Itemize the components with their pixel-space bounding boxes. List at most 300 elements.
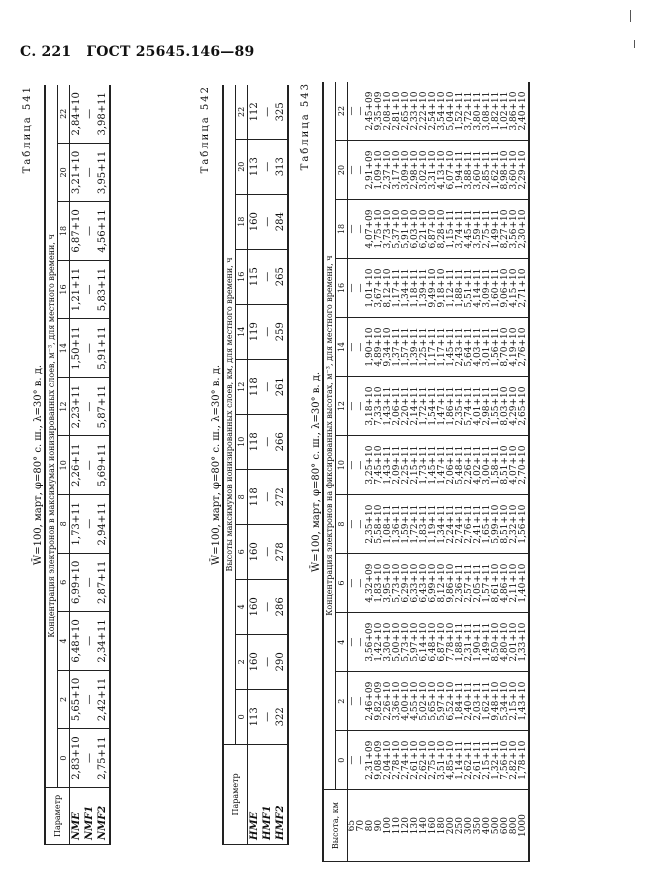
value-cell: — <box>83 436 96 495</box>
value-cell: 1,83+10 <box>375 554 384 613</box>
hour-header: 22 <box>336 82 348 141</box>
value-cell: 2,35+10 <box>366 495 375 554</box>
value-cell: 1,43+10 <box>519 672 529 731</box>
value-cell: 2,62+10 <box>420 731 429 790</box>
value-cell: 2,25+11 <box>402 436 411 495</box>
value-cell: 9,86+10 <box>447 554 456 613</box>
param-label: NMF2 <box>96 787 110 844</box>
value-cell: 2,08+10 <box>384 82 393 141</box>
value-cell: 4,07+10 <box>510 436 519 495</box>
table-542-block <box>200 85 289 845</box>
hour-header: 0 <box>236 689 248 744</box>
value-cell: — <box>357 554 366 613</box>
value-cell: 2,36+11 <box>456 554 465 613</box>
value-cell: 1,12+11 <box>447 259 456 318</box>
value-cell: 266 <box>274 414 288 469</box>
height-label: 250 <box>456 790 465 862</box>
value-cell: — <box>83 260 96 319</box>
value-cell: — <box>348 731 358 790</box>
hour-header: 20 <box>236 139 248 194</box>
value-cell: — <box>83 202 96 261</box>
value-cell: 1,36+11 <box>393 495 402 554</box>
value-cell: 5,74+11 <box>465 377 474 436</box>
value-cell: 3,09+10 <box>402 141 411 200</box>
value-cell: 2,26+11 <box>465 436 474 495</box>
value-cell: 118 <box>248 359 262 414</box>
value-cell: 261 <box>274 359 288 414</box>
value-cell: 2,98+10 <box>411 141 420 200</box>
value-cell: 1,88+11 <box>456 613 465 672</box>
value-cell: 112 <box>248 85 262 139</box>
value-cell: — <box>357 613 366 672</box>
value-cell: 3,25+10 <box>366 436 375 495</box>
value-cell: — <box>348 495 358 554</box>
hour-header: 22 <box>236 85 248 139</box>
value-cell: 8,27+10 <box>501 200 510 259</box>
value-cell: 8,51+10 <box>501 495 510 554</box>
value-cell: 2,05+11 <box>474 554 483 613</box>
value-cell: 1,34+11 <box>438 495 447 554</box>
value-cell: 1,32+11 <box>492 731 501 790</box>
value-cell: 9,34+10 <box>384 318 393 377</box>
param-label: NME <box>70 787 84 844</box>
value-cell: 2,91+09 <box>366 141 375 200</box>
value-cell: 1,17+11 <box>393 259 402 318</box>
value-cell: 2,75+11 <box>483 200 492 259</box>
table-caption: W̄=100, март, φ=80° с. ш., λ=30° в. д. <box>211 364 222 566</box>
value-cell: 1,84+11 <box>456 672 465 731</box>
hour-header: 14 <box>236 304 248 359</box>
page-number: С. 221 <box>20 44 72 60</box>
value-cell: 9,06+10 <box>501 259 510 318</box>
value-cell: 3,95+10 <box>384 554 393 613</box>
hour-header: 8 <box>58 495 70 554</box>
value-cell: 6,43+10 <box>420 554 429 613</box>
value-cell: 3,36+10 <box>393 672 402 731</box>
value-cell: 2,06+11 <box>393 377 402 436</box>
value-cell: 8,28+10 <box>438 200 447 259</box>
value-cell: 1,21+11 <box>70 260 84 319</box>
value-cell: 8,98+10 <box>501 141 510 200</box>
table-row <box>248 85 262 845</box>
value-cell: 3,59+11 <box>474 200 483 259</box>
value-cell: 1,47+11 <box>438 377 447 436</box>
value-cell: — <box>357 377 366 436</box>
height-label: 160 <box>429 790 438 862</box>
hour-header: 6 <box>336 554 348 613</box>
value-cell: 1,59+11 <box>402 495 411 554</box>
value-cell: — <box>261 689 274 744</box>
value-cell: 1,62+11 <box>483 672 492 731</box>
value-cell: 2,65+10 <box>519 377 529 436</box>
page-header <box>20 44 264 60</box>
height-label: 70 <box>357 790 366 862</box>
value-cell: 1,56+11 <box>492 318 501 377</box>
value-cell: — <box>261 85 274 139</box>
value-cell: 3,18+10 <box>366 377 375 436</box>
hour-header: 8 <box>236 469 248 524</box>
value-cell: 8,12+10 <box>384 259 393 318</box>
value-cell: — <box>83 495 96 554</box>
hour-header: 8 <box>336 495 348 554</box>
value-cell: 3,72+11 <box>465 82 474 141</box>
value-cell: 6,07+10 <box>447 141 456 200</box>
hour-header: 12 <box>336 377 348 436</box>
value-cell: 2,87+11 <box>96 553 110 612</box>
value-cell: 7,56+10 <box>501 731 510 790</box>
value-cell: — <box>348 200 358 259</box>
hour-header: 16 <box>58 260 70 319</box>
value-cell: 1,17+11 <box>429 318 438 377</box>
value-cell: 1,60+11 <box>492 259 501 318</box>
value-cell: 6,52+10 <box>447 672 456 731</box>
value-cell: 6,48+10 <box>429 613 438 672</box>
value-cell: — <box>261 139 274 194</box>
value-cell: 1,75+10 <box>375 200 384 259</box>
value-cell: 1,45+11 <box>429 436 438 495</box>
table-541 <box>44 85 111 845</box>
value-cell: 2,15+11 <box>411 436 420 495</box>
value-cell: 265 <box>274 249 288 304</box>
value-cell: 2,09+11 <box>393 436 402 495</box>
value-cell: 1,94+11 <box>456 141 465 200</box>
value-cell: — <box>357 200 366 259</box>
value-cell: 7,78+10 <box>447 613 456 672</box>
value-cell: 1,90+10 <box>366 318 375 377</box>
value-cell: 3,17+10 <box>393 141 402 200</box>
value-cell: 1,17+11 <box>438 318 447 377</box>
value-cell: 1,18+11 <box>411 259 420 318</box>
value-cell: 1,34+11 <box>402 259 411 318</box>
value-cell: — <box>348 259 358 318</box>
value-cell: 8,70+10 <box>501 318 510 377</box>
value-cell: 8,51+10 <box>501 436 510 495</box>
value-cell: 2,71+10 <box>519 259 529 318</box>
value-cell: 2,03+11 <box>474 672 483 731</box>
value-cell: 2,29+10 <box>519 141 529 200</box>
value-cell: 2,11+10 <box>510 554 519 613</box>
hour-header: 18 <box>336 200 348 259</box>
value-cell: 2,23+11 <box>70 377 84 436</box>
value-cell: 6,21+10 <box>420 200 429 259</box>
scan-mark <box>630 10 631 22</box>
value-cell: 4,13+10 <box>438 141 447 200</box>
value-cell: — <box>357 436 366 495</box>
height-label: 100 <box>384 790 393 862</box>
table-subheader: Высоты максимумов ионизированных слоев, км, для местного времени, ч <box>223 85 236 744</box>
value-cell: 3,80+11 <box>474 82 483 141</box>
value-cell: 1,58+11 <box>492 436 501 495</box>
value-cell: 259 <box>274 304 288 359</box>
value-cell: 5,64+11 <box>465 318 474 377</box>
value-cell: 2,46+09 <box>366 672 375 731</box>
param-label: HMF2 <box>274 744 288 844</box>
value-cell: 278 <box>274 524 288 579</box>
value-cell: 9,08+09 <box>375 731 384 790</box>
table-number: Таблица 542 <box>200 85 211 174</box>
value-cell: 5,97+10 <box>438 672 447 731</box>
value-cell: 4,29+10 <box>510 377 519 436</box>
value-cell: 9,18+10 <box>438 259 447 318</box>
height-label: 500 <box>492 790 501 862</box>
value-cell: 2,61+10 <box>411 731 420 790</box>
value-cell: 2,15+11 <box>483 731 492 790</box>
value-cell: 2,30+10 <box>519 200 529 259</box>
height-label: 110 <box>393 790 402 862</box>
value-cell: 8,50+10 <box>492 613 501 672</box>
value-cell: 1,86+11 <box>447 377 456 436</box>
hour-header: 10 <box>336 436 348 495</box>
value-cell: 2,31+11 <box>465 613 474 672</box>
value-cell: 6,03+10 <box>411 200 420 259</box>
value-cell: 1,73+11 <box>70 495 84 554</box>
value-cell: — <box>261 249 274 304</box>
value-cell: 1,43+11 <box>384 377 393 436</box>
value-cell: 113 <box>248 139 262 194</box>
value-cell: 7,45+10 <box>375 436 384 495</box>
value-cell: 2,70+10 <box>519 436 529 495</box>
value-cell: 4,55+10 <box>411 672 420 731</box>
value-cell: 1,49+11 <box>492 200 501 259</box>
param-label: HMF1 <box>261 744 274 844</box>
value-cell: 3,73+10 <box>384 200 393 259</box>
value-cell: 2,84+10 <box>70 85 84 143</box>
value-cell: 3,30+10 <box>384 613 393 672</box>
height-label: 800 <box>510 790 519 862</box>
hour-header: 4 <box>58 612 70 671</box>
table-subheader: Концентрация электронов на фиксированных высотах, м⁻³, для местного времени, ч <box>323 82 336 790</box>
value-cell: 1,52+11 <box>456 82 465 141</box>
param-header: Параметр <box>223 744 248 844</box>
value-cell: 115 <box>248 249 262 304</box>
table-row <box>96 85 110 845</box>
value-cell: 1,45+11 <box>447 318 456 377</box>
value-cell: 5,58+10 <box>375 495 384 554</box>
value-cell: 2,34+11 <box>96 612 110 671</box>
value-cell: 6,14+10 <box>420 613 429 672</box>
value-cell: 1,49+11 <box>483 613 492 672</box>
value-cell: — <box>261 194 274 249</box>
value-cell: 3,88+11 <box>465 141 474 200</box>
value-cell: — <box>357 731 366 790</box>
value-cell: 6,87+10 <box>70 202 84 261</box>
hour-header: 16 <box>336 259 348 318</box>
value-cell: 4,01+11 <box>474 377 483 436</box>
value-cell: 160 <box>248 524 262 579</box>
value-cell: 1,82+11 <box>492 82 501 141</box>
value-cell: 8,03+10 <box>501 377 510 436</box>
hour-header: 18 <box>236 194 248 249</box>
value-cell: 5,73+10 <box>402 613 411 672</box>
hour-header: 10 <box>236 414 248 469</box>
value-cell: 6,33+10 <box>411 554 420 613</box>
value-cell: 160 <box>248 634 262 689</box>
height-label: 200 <box>447 790 456 862</box>
table-543-block <box>300 82 530 862</box>
value-cell: 286 <box>274 579 288 634</box>
value-cell: 1,19+11 <box>429 495 438 554</box>
value-cell: — <box>83 729 96 788</box>
value-cell: 9,48+10 <box>492 672 501 731</box>
value-cell: 2,75+11 <box>96 729 110 788</box>
param-header: Параметр <box>45 787 70 844</box>
table-row <box>261 85 274 845</box>
value-cell: 2,15+10 <box>510 672 519 731</box>
value-cell: 2,32+10 <box>510 495 519 554</box>
value-cell: 1,08+11 <box>384 495 393 554</box>
value-cell: — <box>83 553 96 612</box>
value-cell: 2,76+10 <box>519 318 529 377</box>
value-cell: 6,87+10 <box>438 613 447 672</box>
value-cell: 6,87+10 <box>429 200 438 259</box>
value-cell: 1,56+10 <box>519 495 529 554</box>
value-cell: 2,94+11 <box>96 495 110 554</box>
value-cell: 1,15+11 <box>447 200 456 259</box>
value-cell: 313 <box>274 139 288 194</box>
value-cell: 2,35+11 <box>456 377 465 436</box>
value-cell: 1,14+11 <box>456 731 465 790</box>
hour-header: 2 <box>336 672 348 731</box>
value-cell: 2,75+10 <box>429 731 438 790</box>
table-row <box>348 82 358 862</box>
value-cell: — <box>83 612 96 671</box>
value-cell: 160 <box>248 579 262 634</box>
value-cell: 4,00+10 <box>402 672 411 731</box>
value-cell: — <box>348 377 358 436</box>
value-cell: — <box>357 259 366 318</box>
height-label: 130 <box>411 790 420 862</box>
value-cell: 4,02+11 <box>474 436 483 495</box>
value-cell: 3,54+10 <box>438 82 447 141</box>
hour-header: 16 <box>236 249 248 304</box>
value-cell: — <box>348 672 358 731</box>
value-cell: 8,61+10 <box>492 554 501 613</box>
value-cell: — <box>348 554 358 613</box>
value-cell: 8,12+10 <box>438 554 447 613</box>
value-cell: 2,76+11 <box>465 495 474 554</box>
value-cell: 1,72+11 <box>411 495 420 554</box>
height-label: 140 <box>420 790 429 862</box>
value-cell: 2,74+11 <box>456 495 465 554</box>
hour-header: 6 <box>236 524 248 579</box>
hour-header: 14 <box>58 319 70 378</box>
value-cell: 2,22+10 <box>420 82 429 141</box>
value-cell: 4,45+11 <box>465 200 474 259</box>
value-cell: 3,56+09 <box>366 613 375 672</box>
value-cell: 2,37+10 <box>384 141 393 200</box>
value-cell: — <box>261 524 274 579</box>
value-cell: 2,74+10 <box>402 731 411 790</box>
value-cell: 5,65+10 <box>70 670 84 729</box>
standard-id: ГОСТ 25645.146—89 <box>86 44 255 60</box>
table-542 <box>222 85 289 845</box>
value-cell: 1,47+11 <box>438 436 447 495</box>
value-cell: 2,43+11 <box>456 318 465 377</box>
value-cell: — <box>261 579 274 634</box>
value-cell: 1,65+11 <box>483 495 492 554</box>
height-label: 180 <box>438 790 447 862</box>
hour-header: 20 <box>336 141 348 200</box>
hour-header: 12 <box>236 359 248 414</box>
height-label: 65 <box>348 790 358 862</box>
value-cell: 5,04+10 <box>447 82 456 141</box>
hour-header: 2 <box>236 634 248 689</box>
table-caption: W̄=100, март, φ=80° с. ш., λ=30° в. д. <box>311 371 322 573</box>
value-cell: 9,82+09 <box>375 672 384 731</box>
value-cell: 272 <box>274 469 288 524</box>
value-cell: 284 <box>274 194 288 249</box>
value-cell: 2,54+10 <box>429 82 438 141</box>
value-cell: 2,40+11 <box>465 672 474 731</box>
height-label: 1000 <box>519 790 529 862</box>
value-cell: — <box>261 304 274 359</box>
table-543 <box>322 82 530 862</box>
value-cell: 3,08+11 <box>483 82 492 141</box>
value-cell: 1,09+10 <box>375 141 384 200</box>
value-cell: 4,32+09 <box>366 554 375 613</box>
value-cell: 5,73+10 <box>393 554 402 613</box>
value-cell: 3,09+11 <box>483 259 492 318</box>
value-cell: 4,89+10 <box>375 318 384 377</box>
param-label: HME <box>248 744 262 844</box>
value-cell: — <box>357 495 366 554</box>
value-cell: 1,50+11 <box>70 319 84 378</box>
value-cell: 3,95+11 <box>96 143 110 202</box>
value-cell: 1,40+10 <box>519 554 529 613</box>
value-cell: 3,21+10 <box>70 143 84 202</box>
value-cell: 3,60+11 <box>474 141 483 200</box>
value-cell: 9,35+09 <box>375 82 384 141</box>
value-cell: — <box>83 377 96 436</box>
hour-header: 2 <box>58 670 70 729</box>
table-row <box>274 85 288 845</box>
value-cell: — <box>348 141 358 200</box>
value-cell: 119 <box>248 304 262 359</box>
value-cell: — <box>348 613 358 672</box>
hour-header: 18 <box>58 202 70 261</box>
value-cell: 1,33+10 <box>519 613 529 672</box>
value-cell: 9,49+10 <box>429 259 438 318</box>
param-label: NMF1 <box>83 787 96 844</box>
value-cell: 4,07+09 <box>366 200 375 259</box>
value-cell: 3,67+10 <box>375 259 384 318</box>
value-cell: — <box>357 141 366 200</box>
value-cell: 2,45+09 <box>366 82 375 141</box>
table-row <box>83 85 96 845</box>
value-cell: 2,24+11 <box>447 495 456 554</box>
value-cell: 1,73+11 <box>420 436 429 495</box>
hour-header: 4 <box>236 579 248 634</box>
value-cell: 1,39+11 <box>420 259 429 318</box>
value-cell: 1,57+11 <box>402 318 411 377</box>
value-cell: 3,74+11 <box>456 200 465 259</box>
value-cell: 3,51+10 <box>438 731 447 790</box>
value-cell: 4,14+11 <box>474 259 483 318</box>
value-cell: 6,48+10 <box>70 612 84 671</box>
height-label: 90 <box>375 790 384 862</box>
height-label: 120 <box>402 790 411 862</box>
value-cell: 6,29+10 <box>402 554 411 613</box>
value-cell: 5,51+11 <box>465 259 474 318</box>
value-cell: 2,26+10 <box>384 672 393 731</box>
value-cell: 2,65+10 <box>402 82 411 141</box>
value-cell: 1,02+11 <box>501 82 510 141</box>
value-cell: 5,00+10 <box>393 613 402 672</box>
value-cell: 5,48+11 <box>456 436 465 495</box>
scan-mark <box>634 40 635 48</box>
height-label: 600 <box>501 790 510 862</box>
value-cell: 2,41+11 <box>474 495 483 554</box>
